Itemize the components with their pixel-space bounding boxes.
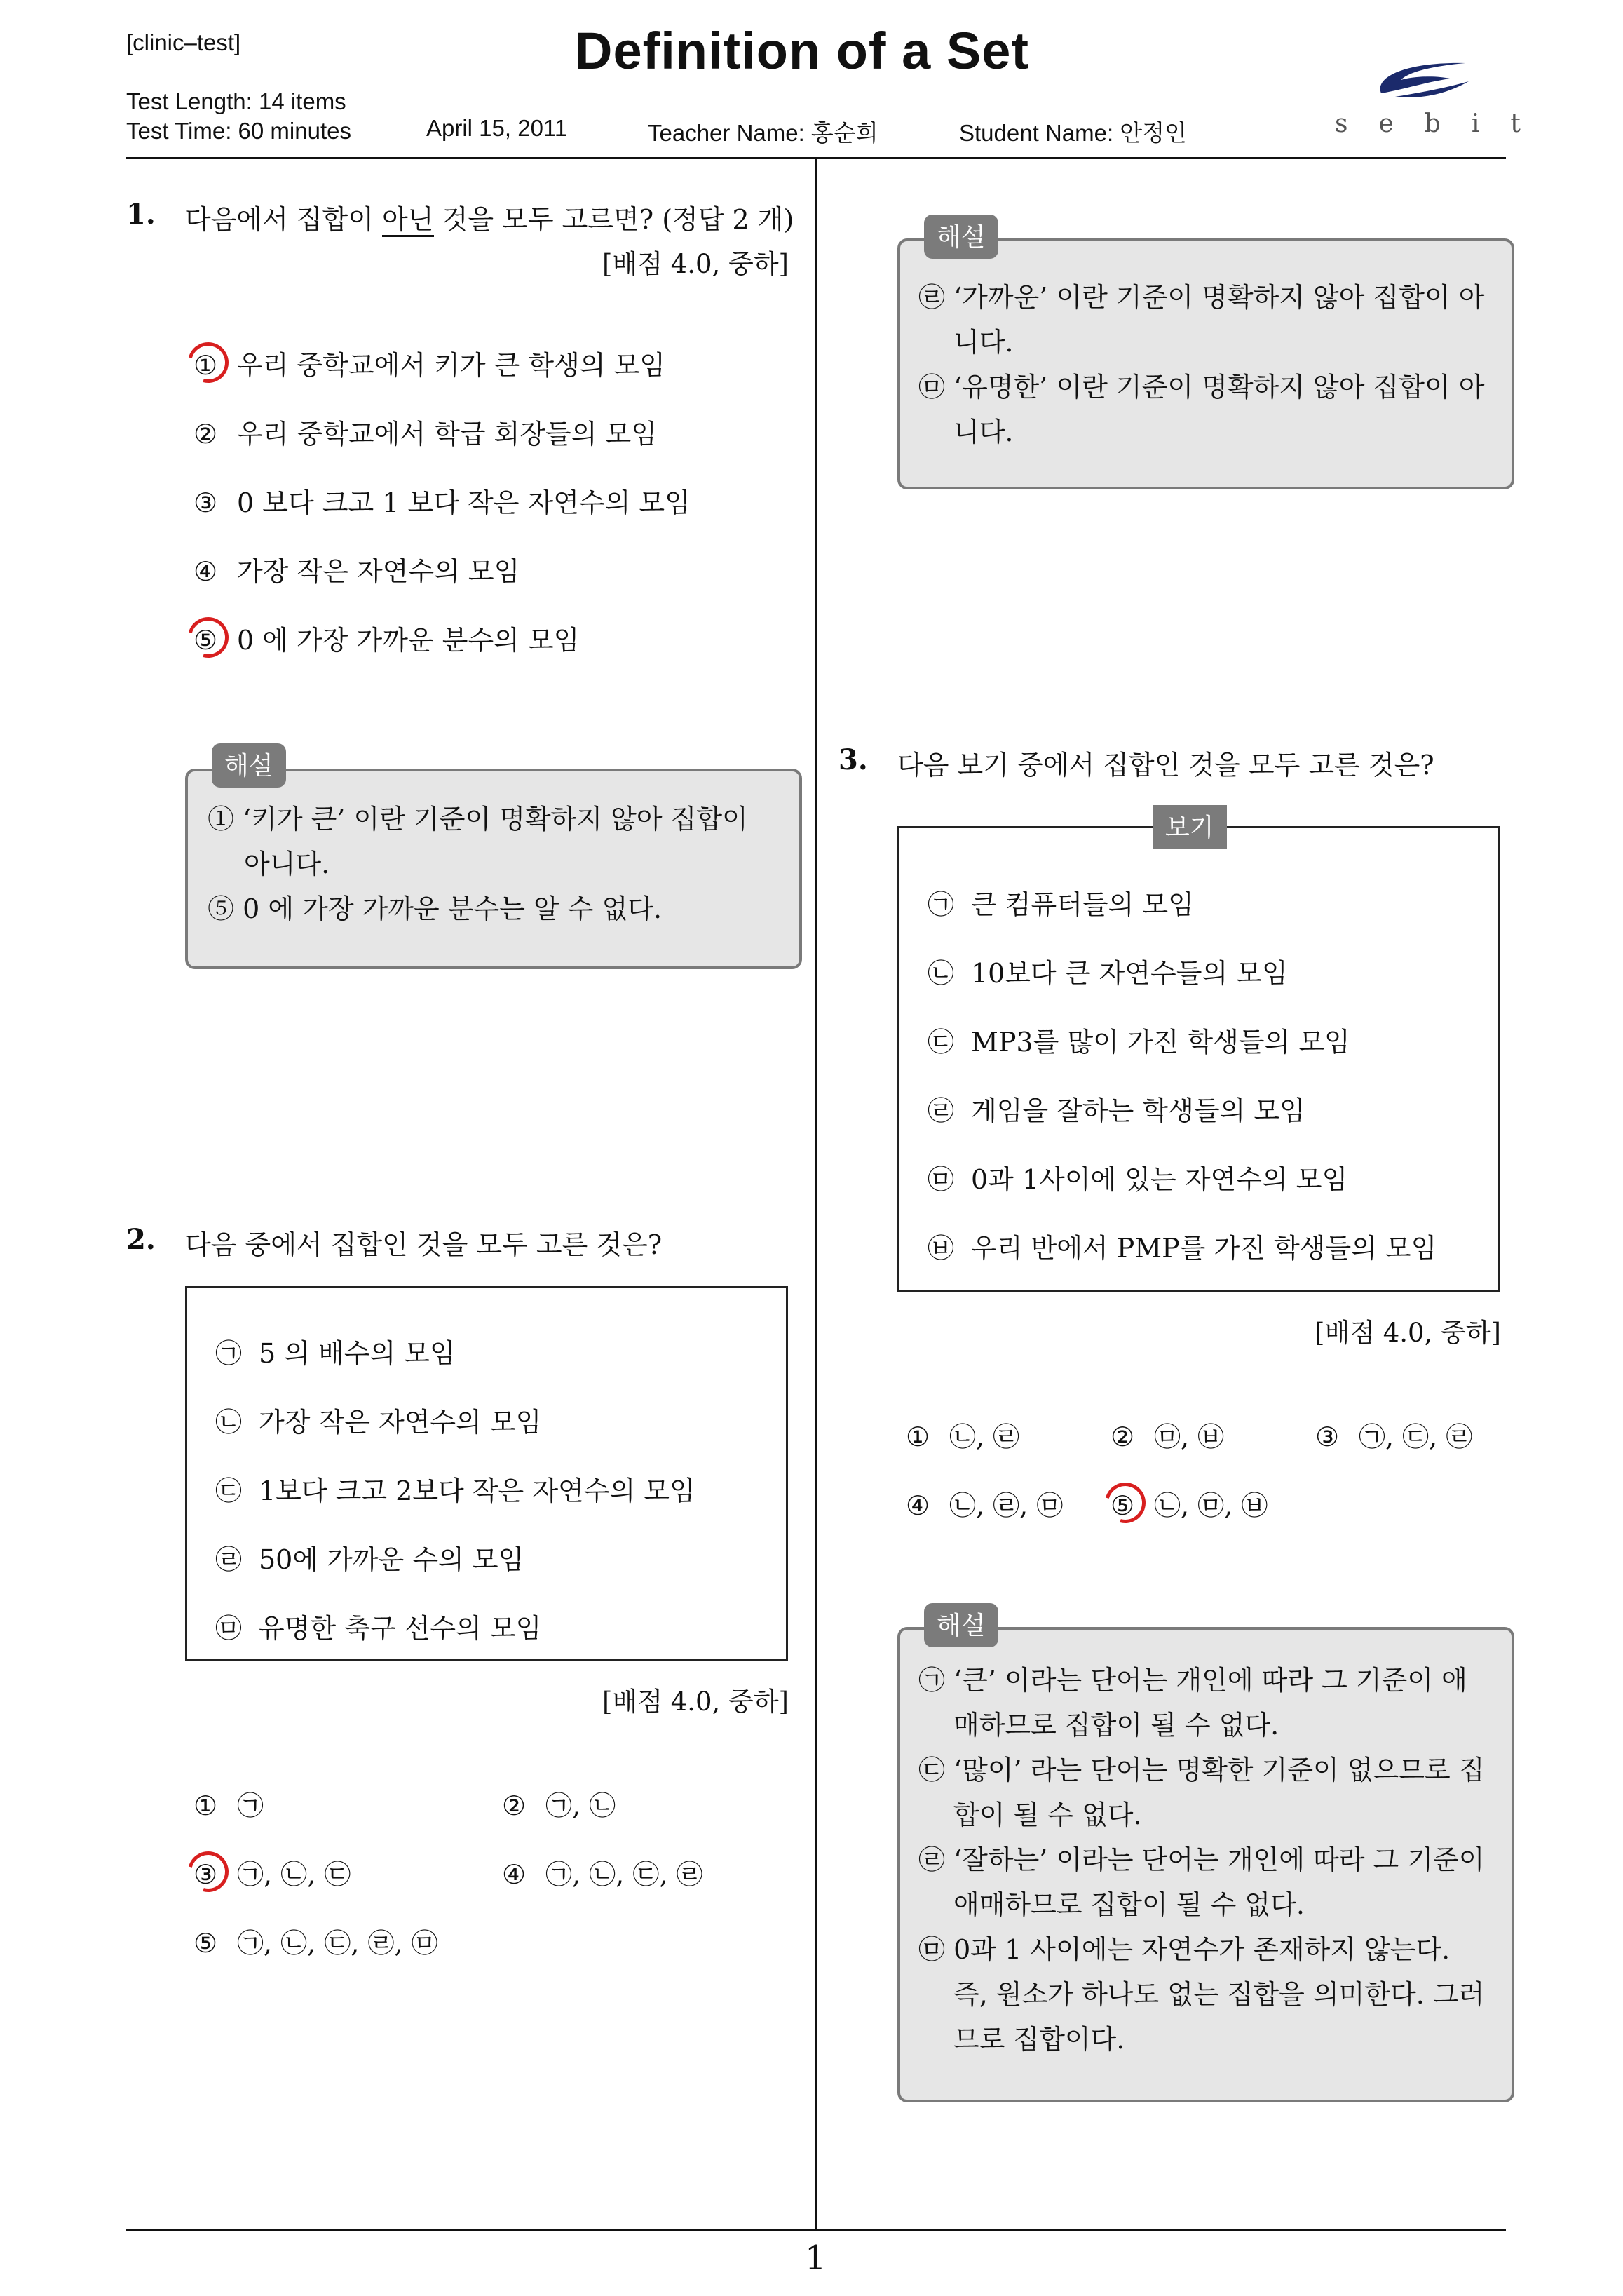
teacher-name: Teacher Name: 홍순희 [648, 120, 878, 146]
choice-text: ㉤, ㉥ [1154, 1422, 1225, 1452]
q3-item-6 [928, 1227, 1437, 1265]
item-symbol: ㉤ [928, 1164, 955, 1195]
q1-option-1[interactable] [193, 344, 665, 382]
q3-score: [배점 4.0, 중하] [1315, 1318, 1501, 1348]
student-name: Student Name: 안정인 [959, 120, 1187, 146]
item-text: 5 의 배수의 모임 [259, 1338, 456, 1369]
q3-exp-line-1: ㉠ ‘큰’ 이라는 단어는 개인에 따라 그 기준이 애 [918, 1665, 1467, 1696]
choice-text: ㉡, ㉣, ㉤ [949, 1490, 1064, 1521]
q2-exp-line-1: ㉣ ‘가까운’ 이란 기준이 명확하지 않아 집합이 아 [918, 282, 1485, 313]
q2-explanation-box [897, 238, 1514, 489]
item-text: 50에 가까운 수의 모임 [259, 1544, 524, 1575]
q2-item-3 [215, 1469, 695, 1508]
q2-item-4 [215, 1538, 524, 1576]
choice-number: ④ [502, 1859, 527, 1890]
item-text: 가장 작은 자연수의 모임 [259, 1407, 542, 1438]
choice-number: ⑤ [193, 1928, 218, 1959]
q3-choice-3[interactable] [1315, 1415, 1472, 1454]
q3-exp-line-5: ㉣ ‘잘하는’ 이라는 단어는 개인에 따라 그 기준이 [918, 1844, 1485, 1875]
q3-exp-line-3: ㉢ ‘많이’ 라는 단어는 명확한 기준이 없으므로 집 [918, 1755, 1485, 1785]
q3-exp-line-7: ㉤ 0과 1 사이에는 자연수가 존재하지 않는다. [918, 1934, 1451, 1965]
q3-choice-4[interactable] [906, 1484, 1063, 1522]
q3-choice-2[interactable] [1111, 1415, 1224, 1454]
option-text: 0 에 가장 가까운 분수의 모임 [237, 625, 580, 656]
q1-text-pre: 다음에서 집합이 [185, 204, 383, 235]
q2-choice-4[interactable] [502, 1853, 702, 1891]
option-number: ② [193, 419, 218, 450]
q1-number: 1. [126, 198, 156, 231]
choice-number: ② [1111, 1422, 1135, 1452]
item-symbol: ㉡ [928, 958, 955, 989]
q3-question: 다음 보기 중에서 집합인 것을 모두 고른 것은? [897, 750, 1434, 781]
q3-explanation-box [897, 1627, 1514, 2102]
item-text: 큰 컴퓨터들의 모임 [971, 889, 1194, 920]
item-text: 10보다 큰 자연수들의 모임 [971, 958, 1288, 989]
item-symbol: ㉥ [928, 1233, 955, 1264]
logo-text: sebit [1335, 109, 1551, 138]
choice-text: ㉠, ㉡, ㉢ [237, 1859, 351, 1890]
q3-exp-line-9: 므로 집합이다. [953, 2024, 1125, 2055]
q2-exp-line-2: 니다. [953, 327, 1014, 358]
q2-item-5 [215, 1607, 541, 1645]
option-text: 0 보다 크고 1 보다 작은 자연수의 모임 [237, 487, 691, 518]
q2-explanation-tab: 해설 [924, 215, 998, 259]
choice-text: ㉠ [237, 1790, 264, 1821]
item-symbol: ㉡ [215, 1407, 243, 1438]
item-symbol: ㉢ [928, 1027, 955, 1058]
clinic-tag: [clinic–test] [126, 29, 241, 55]
q1-exp-line-3: ⑤ 0 에 가장 가까운 분수는 알 수 없다. [208, 893, 663, 924]
q3-number: 3. [838, 743, 868, 776]
q2-question: 다음 중에서 집합인 것을 모두 고른 것은? [185, 1229, 663, 1260]
q2-choice-1[interactable] [193, 1784, 264, 1823]
choice-text: ㉠, ㉡, ㉢, ㉣ [545, 1859, 703, 1890]
item-text: MP3를 많이 가진 학생들의 모임 [971, 1027, 1350, 1058]
page-title: Definition of a Set [575, 22, 1029, 80]
choice-text: ㉡, ㉤, ㉥ [1154, 1490, 1268, 1521]
option-text: 가장 작은 자연수의 모임 [237, 556, 520, 587]
item-text: 우리 반에서 PMP를 가진 학생들의 모임 [971, 1233, 1437, 1264]
q1-option-4[interactable] [193, 550, 520, 588]
q1-option-3[interactable] [193, 481, 691, 520]
sebit-logo-icon [1367, 55, 1472, 104]
option-number: ⑤ [193, 625, 218, 656]
item-symbol: ㉠ [215, 1338, 243, 1369]
q2-item-2 [215, 1400, 541, 1439]
item-symbol: ㉠ [928, 889, 955, 920]
choice-text: ㉠, ㉡ [545, 1790, 616, 1821]
q2-choice-5[interactable] [193, 1922, 438, 1960]
q1-option-2[interactable] [193, 412, 657, 451]
q3-choice-1[interactable] [906, 1415, 1019, 1454]
q1-explanation-box [185, 769, 802, 969]
q3-item-5 [928, 1158, 1347, 1196]
test-date: April 15, 2011 [426, 115, 568, 141]
q1-text-underlined: 아닌 [382, 204, 433, 237]
choice-number: ⑤ [1111, 1490, 1135, 1521]
item-text: 1보다 크고 2보다 작은 자연수의 모임 [259, 1475, 695, 1506]
q3-explanation-tab: 해설 [924, 1603, 998, 1647]
q3-item-2 [928, 952, 1288, 990]
q1-explanation-tab: 해설 [212, 743, 286, 788]
q1-option-5[interactable] [193, 619, 579, 657]
item-symbol: ㉣ [928, 1095, 955, 1126]
choice-number: ① [906, 1422, 930, 1452]
item-text: 게임을 잘하는 학생들의 모임 [971, 1095, 1305, 1126]
q3-exp-line-2: 매하므로 집합이 될 수 없다. [953, 1710, 1279, 1741]
q3-exp-line-8: 즉, 원소가 하나도 없는 집합을 의미한다. 그러 [953, 1979, 1485, 2010]
page-number: 1 [805, 2238, 827, 2278]
choice-number: ③ [193, 1859, 218, 1890]
q3-item-1 [928, 883, 1194, 921]
item-text: 0과 1사이에 있는 자연수의 모임 [971, 1164, 1348, 1195]
option-text: 우리 중학교에서 학급 회장들의 모임 [237, 419, 657, 450]
q2-item-1 [215, 1332, 456, 1370]
q3-item-3 [928, 1020, 1350, 1059]
option-text: 우리 중학교에서 키가 큰 학생의 모임 [237, 350, 666, 381]
q2-item-box [185, 1286, 788, 1661]
q3-bogi-tab: 보기 [1153, 805, 1227, 849]
choice-number: ① [193, 1790, 218, 1821]
q3-exp-line-6: 애매하므로 집합이 될 수 없다. [953, 1889, 1305, 1920]
q2-score: [배점 4.0, 중하] [602, 1687, 789, 1717]
test-time: Test Time: 60 minutes [126, 118, 351, 144]
item-symbol: ㉤ [215, 1613, 243, 1644]
item-symbol: ㉣ [215, 1544, 243, 1575]
choice-text: ㉠, ㉢, ㉣ [1359, 1422, 1473, 1452]
test-length: Test Length: 14 items [126, 88, 346, 114]
q3-bogi-box [897, 826, 1500, 1292]
q3-exp-line-4: 합이 될 수 없다. [953, 1799, 1142, 1830]
q2-choice-2[interactable] [502, 1784, 616, 1823]
choice-number: ② [502, 1790, 527, 1821]
item-text: 유명한 축구 선수의 모임 [259, 1613, 542, 1644]
choice-text: ㉡, ㉣ [949, 1422, 1020, 1452]
q3-item-4 [928, 1089, 1305, 1128]
q1-text-post: 것을 모두 고르면? (정답 2 개) [433, 204, 794, 235]
option-number: ① [193, 350, 218, 381]
q2-exp-line-4: 니다. [953, 417, 1014, 447]
option-number: ③ [193, 487, 218, 518]
q1-exp-line-2: 아니다. [244, 849, 330, 879]
q2-number: 2. [126, 1223, 156, 1256]
footer-rule [126, 2229, 1506, 2231]
choice-number: ③ [1315, 1422, 1340, 1452]
q1-exp-line-1: ① ‘키가 큰’ 이란 기준이 명확하지 않아 집합이 [208, 804, 748, 835]
option-number: ④ [193, 556, 218, 587]
choice-number: ④ [906, 1490, 930, 1521]
choice-text: ㉠, ㉡, ㉢, ㉣, ㉤ [237, 1928, 438, 1959]
column-divider [815, 159, 817, 2230]
q2-exp-line-3: ㉤ ‘유명한’ 이란 기준이 명확하지 않아 집합이 아 [918, 372, 1485, 403]
item-symbol: ㉢ [215, 1475, 243, 1506]
q1-question [185, 198, 794, 236]
q1-score: [배점 4.0, 중하] [602, 249, 789, 279]
